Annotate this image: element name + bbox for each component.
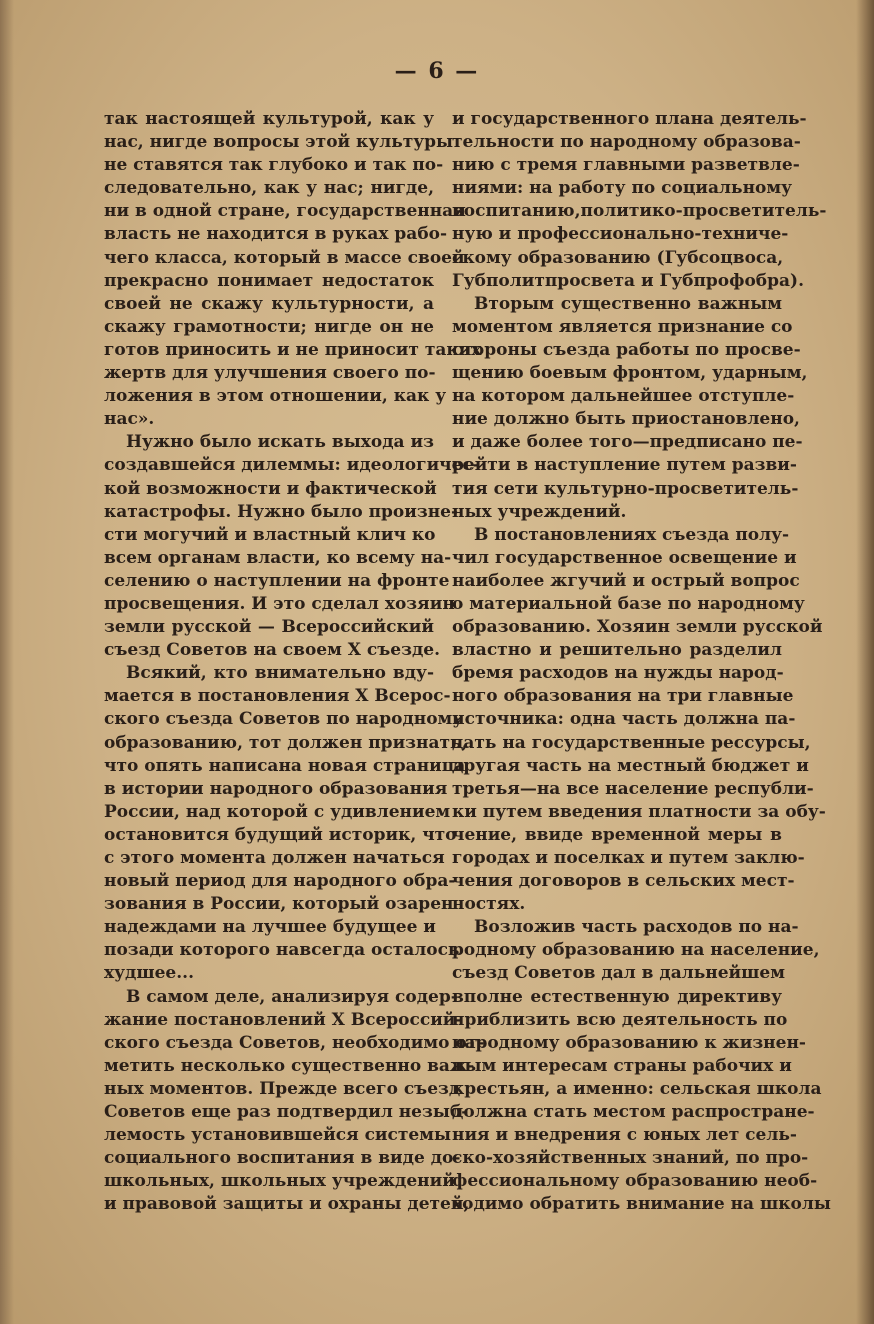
text-line: наиболее жгучий и острый вопрос — [452, 570, 800, 591]
text-line: третья—на все население республи- — [452, 778, 814, 799]
text-line: на котором дальнейшее отступле- — [452, 386, 795, 407]
text-line: властно и решительно разделил — [452, 640, 782, 661]
text-line: Нужно было искать выхода из — [126, 432, 434, 453]
text-line: прекрасно понимает недостаток — [104, 270, 434, 291]
text-line: остановится будущий историк, что — [104, 824, 457, 845]
text-line: скому образованию (Губсоцвоса, — [452, 247, 784, 268]
text-line: школьных, школьных учреждений — [104, 1171, 455, 1192]
text-line: ния и внедрения с юных лет сель- — [452, 1125, 797, 1146]
text-line: нас». — [104, 409, 155, 430]
text-line: что опять написана новая страница — [104, 755, 466, 776]
text-line: скажу грамотности; нигде он не — [104, 316, 434, 337]
text-line: образованию. Хозяин земли русской — [452, 617, 823, 638]
left-text-column — [104, 108, 485, 1217]
text-line: Советов еще раз подтвердил незыб- — [104, 1102, 469, 1123]
text-line: чего класса, который в массе своей — [104, 247, 465, 268]
text-line: ние должно быть приостановлено, — [452, 409, 800, 430]
text-line: ско-хозяйственных знаний, по про- — [452, 1148, 809, 1169]
text-line: просвещения. И это сделал хозяин — [104, 593, 455, 614]
text-line: приблизить всю деятельность по — [452, 1009, 788, 1030]
text-line: нию с тремя главными разветвле- — [452, 155, 800, 176]
text-line: ки путем введения платности за обу- — [452, 801, 826, 822]
text-line: Губполитпросвета и Губпрофобра). — [452, 270, 805, 291]
text-line: лемость установившейся системы — [104, 1125, 452, 1146]
text-line: родному образованию на население, — [452, 940, 820, 961]
text-line: готов приносить и не приносит таких — [104, 339, 482, 360]
text-line: и даже более того—предписано пе- — [452, 432, 803, 453]
text-line: селению о наступлении на фронте — [104, 570, 450, 591]
text-line: тия сети культурно-просветитель- — [452, 478, 799, 499]
text-line: следовательно, как у нас; нигде, — [104, 178, 434, 199]
text-line: жертв для улучшения своего по- — [104, 363, 436, 384]
text-line: ных учреждений. — [452, 501, 627, 522]
text-line: дать на государственные рессурсы, — [452, 732, 811, 753]
text-line: моментом является признание со — [452, 316, 793, 337]
text-line: ного образования на три главные — [452, 686, 794, 707]
text-line: ходимо обратить внимание на школы — [452, 1194, 831, 1215]
text-line: тельности по народному образова- — [452, 132, 801, 153]
text-line: так настоящей культурой, как у — [104, 109, 434, 129]
text-line: ным интересам страны рабочих и — [452, 1055, 792, 1076]
text-line: рейти в наступление путем разви- — [452, 455, 797, 476]
text-line: ную и профессионально-техниче- — [452, 224, 789, 245]
text-line: ского съезда Советов, необходимо от- — [104, 1032, 485, 1053]
text-line: власть не находится в руках рабо- — [104, 224, 448, 245]
text-line: чения договоров в сельских мест- — [452, 871, 795, 892]
text-line: жание постановлений X Всероссий- — [104, 1009, 463, 1030]
text-line: вполне естественную директиву — [452, 986, 782, 1007]
text-line: надеждами на лучшее будущее и — [104, 917, 436, 938]
text-line: чение, ввиде временной меры в — [452, 824, 782, 845]
page-edge-shadow-right — [856, 0, 874, 1324]
text-line: всем органам власти, ко всему на- — [104, 547, 452, 568]
text-line: источника: одна часть должна па- — [452, 709, 796, 730]
text-line: Возложив часть расходов по на- — [474, 917, 799, 938]
text-line: образованию, тот должен признать, — [104, 732, 468, 753]
text-line: съезд Советов дал в дальнейшем — [452, 963, 785, 984]
text-line: своей не скажу культурности, а — [104, 293, 434, 314]
text-line: другая часть на местный бюджет и — [452, 755, 809, 776]
text-line: бремя расходов на нужды народ- — [452, 663, 784, 684]
text-line: социального воспитания в виде до- — [104, 1148, 461, 1169]
text-line: ложения в этом отношении, как у — [104, 386, 447, 407]
text-line: Вторым существенно важным — [474, 293, 782, 314]
text-line: мается в постановления X Всерос- — [104, 686, 451, 707]
text-line: с этого момента должен начаться — [104, 848, 445, 868]
text-line: щению боевым фронтом, ударным, — [452, 363, 808, 384]
text-line: должна стать местом распростране- — [452, 1102, 815, 1123]
text-line: метить несколько существенно важ- — [104, 1055, 475, 1076]
text-line: кой возможности и фактической — [104, 478, 437, 499]
text-line: Всякий, кто внимательно вду- — [126, 663, 434, 684]
text-line: В самом деле, анализируя содер- — [126, 986, 458, 1007]
text-line: катастрофы. Нужно было произне- — [104, 501, 459, 522]
text-line: и государственного плана деятель- — [452, 109, 807, 129]
text-line: о материальной базе по народному — [452, 593, 805, 614]
text-line: в истории народного образования — [104, 778, 448, 799]
text-line: ностях. — [452, 894, 526, 915]
text-line: сти могучий и властный клич ко — [104, 524, 436, 545]
text-line: не ставятся так глубоко и так по- — [104, 155, 444, 176]
text-line: и правовой защиты и охраны детей, — [104, 1194, 470, 1215]
text-line: съезд Советов на своем X съезде. — [104, 640, 441, 661]
text-line: ных моментов. Прежде всего съезд — [104, 1078, 461, 1099]
page-edge-shadow-left — [0, 0, 14, 1324]
text-line: худшее... — [104, 963, 195, 984]
text-line: позади которого навсегда осталось — [104, 940, 460, 961]
text-line: земли русской — Всероссийский — [104, 617, 434, 638]
text-line: ниями: на работу по социальному — [452, 178, 792, 199]
text-line: В постановлениях съезда полу- — [474, 524, 790, 545]
text-line: крестьян, а именно: сельская школа — [452, 1078, 822, 1099]
text-line: ского съезда Советов по народному — [104, 709, 464, 730]
right-text-column — [452, 108, 831, 1217]
text-line: воспитанию,политико-просветитель- — [452, 201, 827, 222]
text-line: городах и поселках и путем заклю- — [452, 848, 805, 868]
text-line: народному образованию к жизнен- — [452, 1032, 806, 1053]
page-number: — 6 — — [394, 58, 480, 84]
text-line: России, над которой с удивлением — [104, 801, 451, 822]
text-line: ни в одной стране, государственная — [104, 201, 466, 222]
text-line: фессиональному образованию необ- — [452, 1171, 818, 1192]
text-line: стороны съезда работы по просве- — [452, 339, 801, 360]
text-line: чил государственное освещение и — [452, 547, 797, 568]
text-line: новый период для народного обра- — [104, 871, 456, 892]
text-line: зования в России, который озарен — [104, 894, 454, 915]
text-line: создавшейся дилеммы: идеологичес- — [104, 455, 480, 476]
text-line: нас, нигде вопросы этой культуры — [104, 132, 454, 153]
